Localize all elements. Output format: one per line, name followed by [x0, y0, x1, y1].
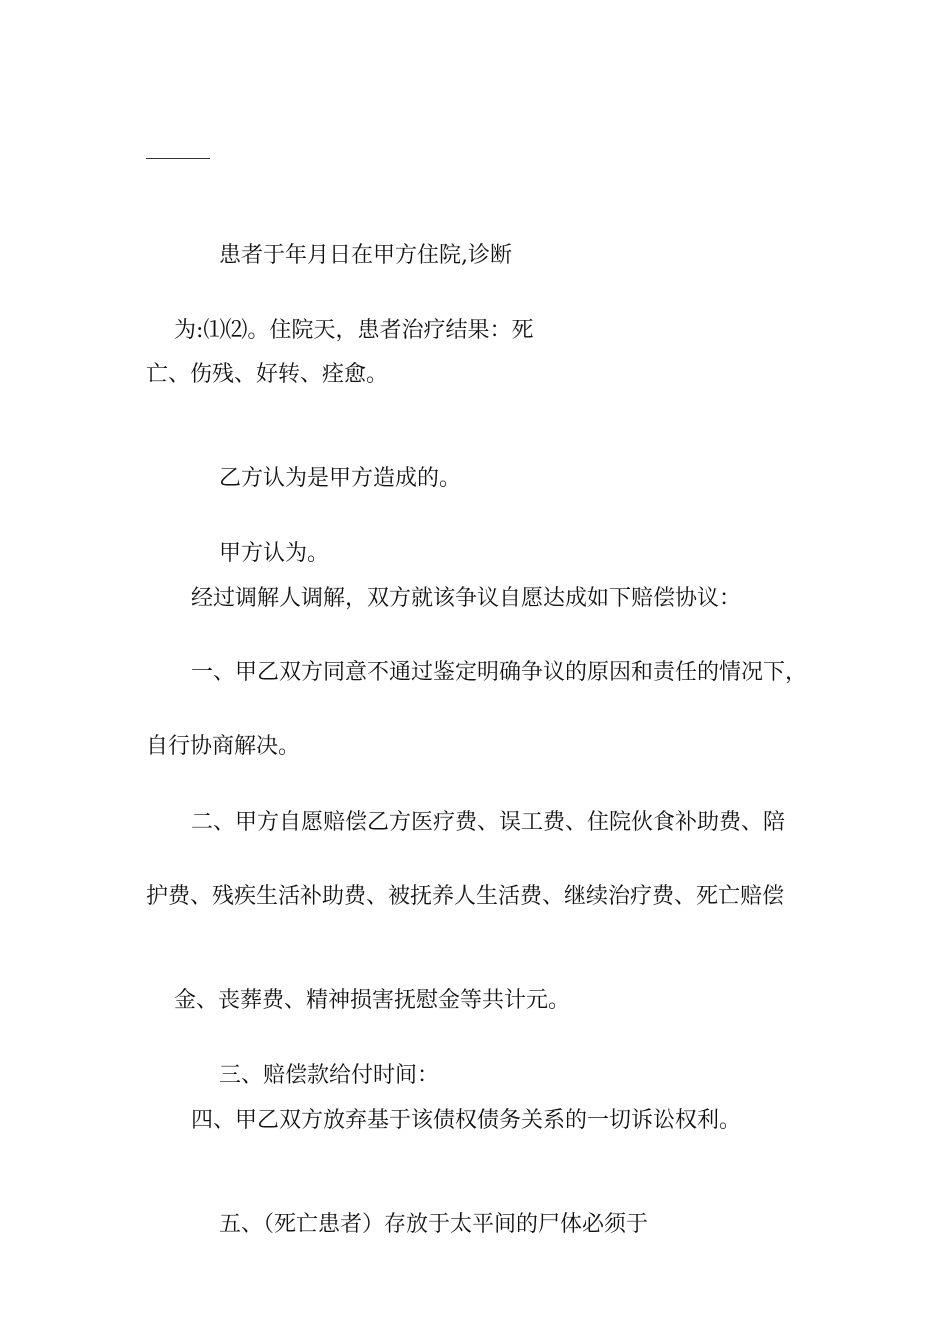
text-segment: 年	[285, 243, 308, 268]
paragraph-line-9: 二、甲方自愿赔偿乙方医疗费、误工费、住院伙食补助费、陪	[191, 810, 786, 835]
text-segment: 。住院	[247, 318, 314, 343]
text-segment: 于	[263, 243, 286, 268]
paragraph-line-3: 亡、伤残、好转、痊愈。	[146, 362, 389, 387]
text-segment: ⑵	[225, 318, 248, 343]
text-segment: 为:⑴	[173, 318, 226, 343]
paragraph-line-8: 自行协商解决。	[146, 734, 301, 759]
paragraph-line-10: 护费、残疾生活补助费、被抚养人生活费、继续治疗费、死亡赔偿	[146, 884, 785, 909]
paragraph-line-13: 四、甲乙双方放弃基于该债权债务关系的一切诉讼权利。	[191, 1108, 742, 1133]
paragraph-line-14	[191, 1180, 950, 1274]
text-segment: 患者	[218, 243, 263, 268]
text-segment: 乙方认为	[218, 466, 307, 491]
text-segment: 元。	[526, 988, 571, 1013]
text-segment: （死亡患者）存放于太平间的尸体必须于	[263, 1212, 649, 1237]
text-segment: 日在甲方住院,诊断	[329, 243, 513, 268]
text-segment: 甲方认为	[218, 541, 307, 566]
text-segment: 五、	[218, 1212, 263, 1237]
text-segment: 是甲方造成的。	[307, 466, 462, 491]
text-segment: 。	[307, 541, 330, 566]
text-segment: 三、赔偿款给付时间：	[218, 1063, 439, 1088]
paragraph-line-6: 经过调解人调解，双方就该争议自愿达成如下赔偿协议：	[191, 586, 742, 611]
text-segment: 天，患者治疗结果：死	[313, 318, 534, 343]
text-segment: 月	[307, 243, 330, 268]
top-blank-line	[146, 158, 210, 159]
text-segment: 金、丧葬费、精神损害抚慰金等共计	[173, 988, 526, 1013]
paragraph-line-7: 一、甲乙双方同意不通过鉴定明确争议的原因和责任的情况下，	[191, 660, 808, 685]
